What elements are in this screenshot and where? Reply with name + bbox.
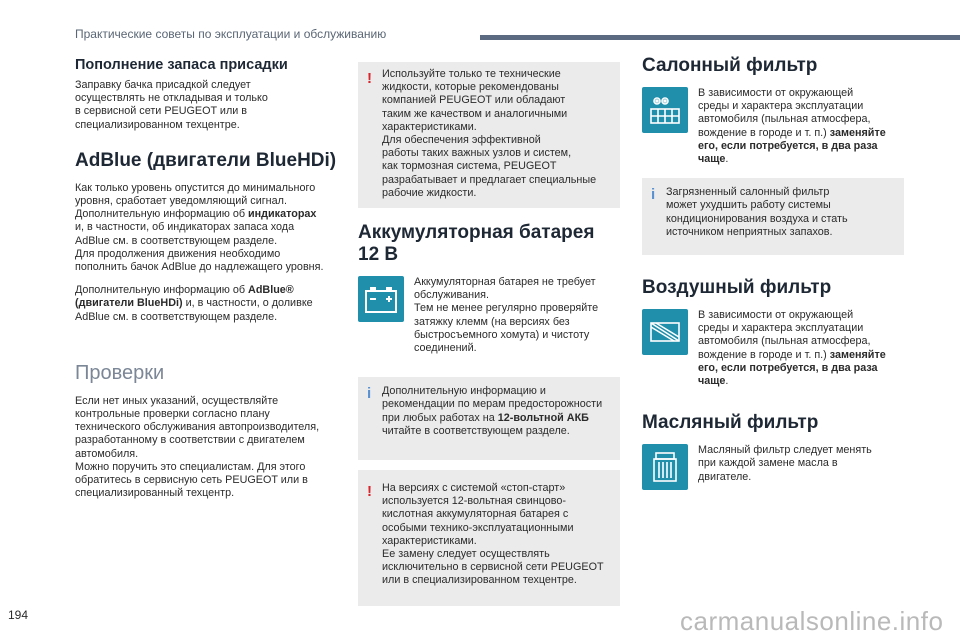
watermark: carmanualsonline.info [680, 606, 944, 636]
checks-title: Проверки [75, 361, 165, 384]
cabin-filter-section [642, 87, 904, 176]
adblue-paragraph-1: Как только уровень опустится до минимального уровня, сработает уведомляющий сигнал. Дополнительную информацию об индикаторах и, в частности, об индикаторах запаса хода AdBlue см. в соответствующем разделе. Для продолжения движения необходимо пополнить бачок AdBlue до надлежащего уровня. [75, 181, 324, 274]
oil-filter-icon [642, 444, 688, 490]
checks-text: Если нет иных указаний, осуществляйте контрольные проверки согласно плану технического обслуживания автопроизводителя, разработанному в соответствии с двигателем автомобиля. Можно поручить это специалистам. Для этого обратитесь в сервисную сеть PEUGEOT или в специализированный техцентр. [75, 394, 320, 500]
info-icon: i [651, 186, 656, 204]
adblue-title: AdBlue (двигатели BlueHDi) [75, 149, 337, 171]
header-bar [480, 35, 960, 40]
page-header-title: Практические советы по эксплуатации и обслуживанию [75, 27, 387, 41]
cabin-filter-title: Салонный фильтр [642, 55, 818, 76]
info-icon: i [367, 385, 372, 403]
warning-fluids-text: Используйте только те технические жидкости, которые рекомендованы компанией PEUGEOT или обладают таким же качеством и аналогичными характеристиками. Для обеспечения эффективной работы таких важных узлов и систем, как тормозная система, PEUGEOT разрабатывает и предлагает специальные рабочие жидкости. [382, 68, 597, 199]
refill-title: Пополнение запаса присадки [75, 57, 288, 73]
info-cabin-filter-text: Загрязненный салонный фильтр может ухудшить работу системы кондиционирования воздуха и стать источником неприятных запахов. [666, 186, 848, 238]
cabin-filter-icon [642, 87, 688, 133]
battery-section [358, 276, 620, 365]
battery-text: Аккумуляторная батарея не требует обслуживания. Тем не менее регулярно проверяйте затяжку клемм (на версиях без быстросъемного хомута) и чистоту соединений. [414, 276, 599, 355]
column-left [75, 57, 340, 510]
battery-title: Аккумуляторная батарея 12 В [358, 222, 595, 266]
adblue-paragraph-2: Дополнительную информацию об AdBlue® (двигатели BlueHDi) и, в частности, о доливке AdBlue см. в соответствующем разделе. [75, 284, 313, 323]
oil-filter-section [642, 444, 904, 494]
warning-box-fluids [358, 62, 620, 208]
info-box-battery [358, 377, 620, 460]
oil-filter-title: Масляный фильтр [642, 412, 819, 434]
info-box-cabin-filter [642, 178, 904, 255]
air-filter-title: Воздушный фильтр [642, 277, 832, 299]
column-middle [358, 62, 620, 606]
warning-icon: ! [367, 70, 372, 87]
info-battery-text: Дополнительную информацию и рекомендации по мерам предосторожности при любых работах на 12-вольтной АКБ читайте в соответствующем разделе. [382, 385, 603, 437]
warning-stop-start-text: На версиях с системой «стоп-старт» используется 12-вольтная свинцово- кислотная аккумуляторная батарея с особыми технико-эксплуатационными характеристиками. Ее замену следует осуществлять исключительно в сервисной сети PEUGEOT или в специализированном техцентре. [382, 482, 604, 587]
air-filter-icon [642, 309, 688, 355]
column-right [642, 55, 904, 494]
oil-filter-text: Масляный фильтр следует менять при каждой замене масла в двигателе. [698, 444, 872, 483]
cabin-filter-text: В зависимости от окружающей среды и характера эксплуатации автомобиля (пыльная атмосфера, вождение в городе и т. п.) заменяйте его, если потребуется, в два раза чаще. [698, 87, 886, 166]
page-number: 194 [8, 608, 29, 622]
warning-icon: ! [367, 483, 372, 501]
air-filter-text: В зависимости от окружающей среды и характера эксплуатации автомобиля (пыльная атмосфера, вождение в городе и т. п.) заменяйте его, если потребуется, в два раза чаще. [698, 309, 886, 388]
air-filter-section [642, 309, 904, 398]
warning-box-stop-start [358, 470, 620, 606]
refill-text: Заправку бачка присадкой следует осуществлять не откладывая и только в сервисной сети PEUGEOT или в специализированном техцентре. [75, 79, 268, 131]
battery-icon [358, 276, 404, 322]
